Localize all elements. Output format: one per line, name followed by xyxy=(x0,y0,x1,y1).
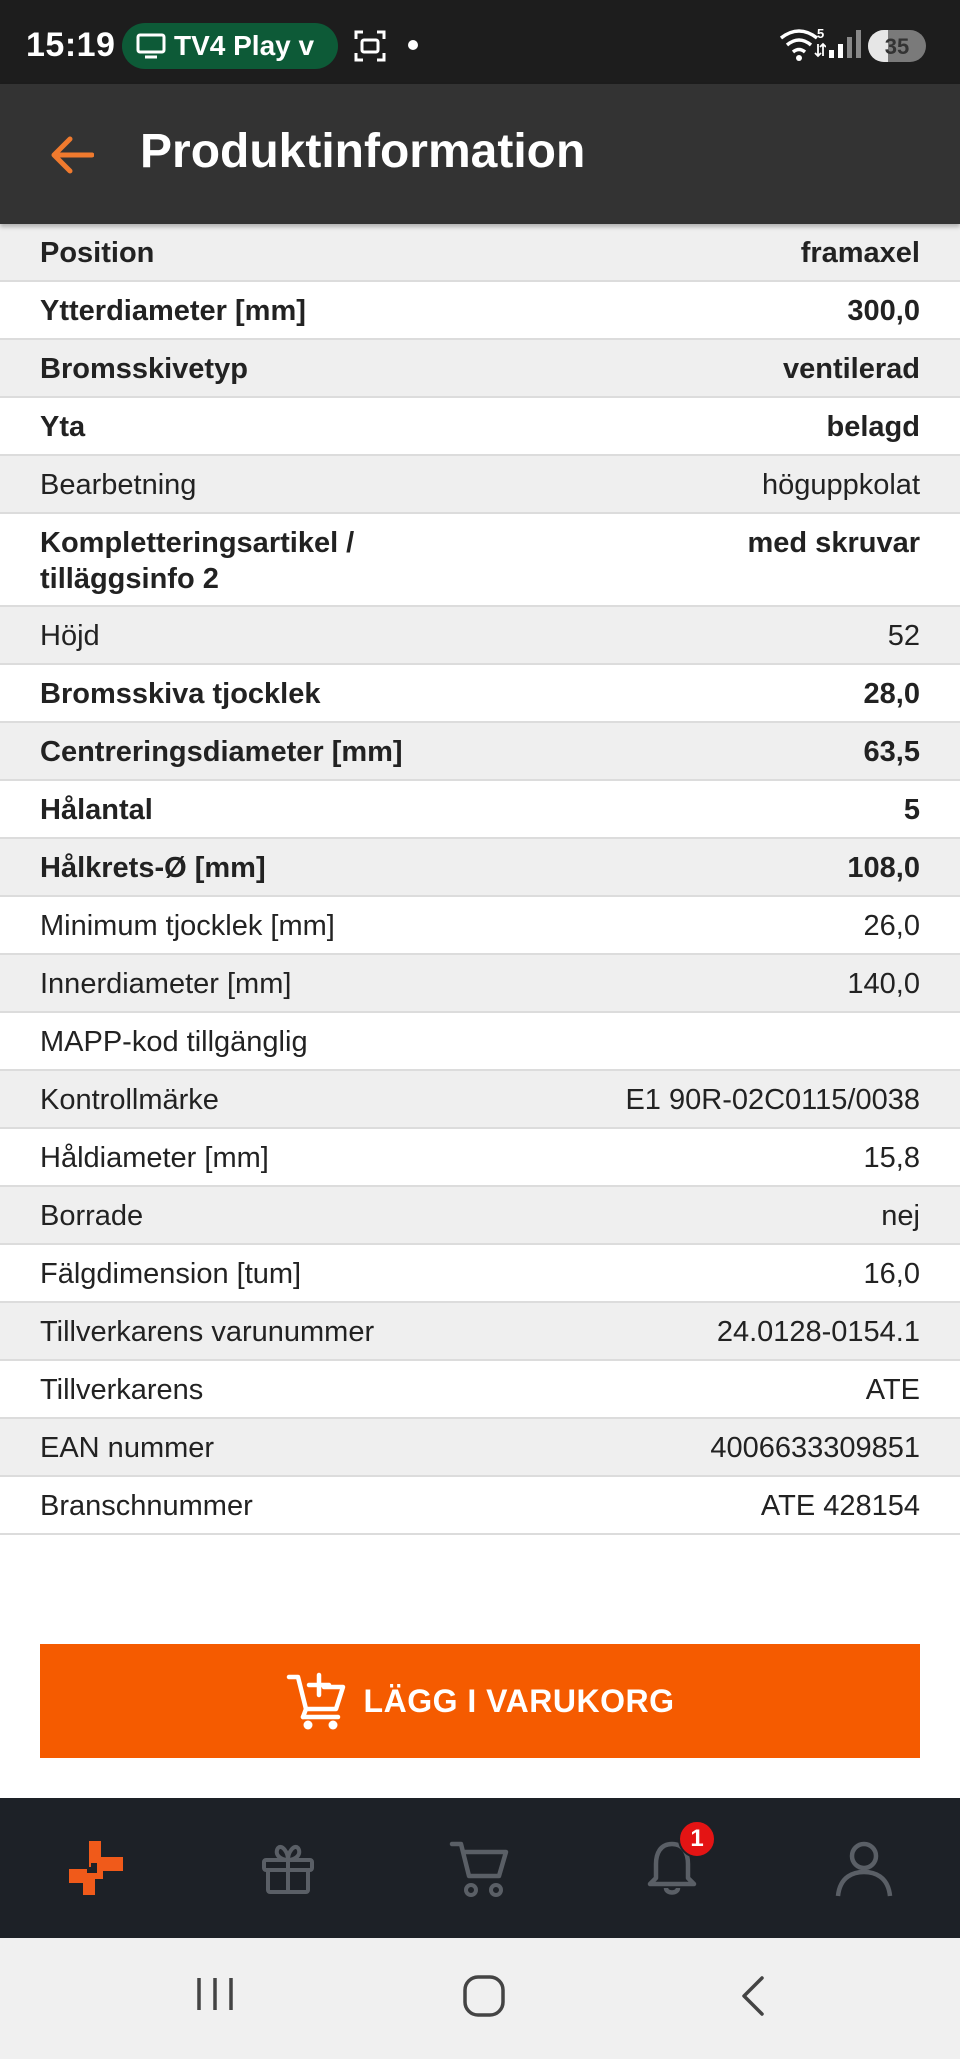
cart-icon xyxy=(449,1838,511,1898)
spec-label: Höjd xyxy=(40,620,100,652)
status-time: 15:19 xyxy=(26,26,116,64)
spec-value: 16,0 xyxy=(863,1258,920,1290)
wifi-label: 5 xyxy=(817,26,825,41)
spec-row xyxy=(0,456,960,514)
page-title: Produktinformation xyxy=(140,125,586,178)
app-bar xyxy=(0,84,960,224)
wifi-icon xyxy=(778,26,826,62)
spec-row xyxy=(0,1129,960,1187)
spec-label: Kompletteringsartikel / tilläggsinfo 2 xyxy=(40,527,355,595)
spec-value: framaxel xyxy=(800,237,920,269)
spec-label: EAN nummer xyxy=(40,1432,215,1464)
spec-row xyxy=(0,1245,960,1303)
spec-row xyxy=(0,1071,960,1129)
bottom-nav xyxy=(0,1798,960,1938)
status-bar xyxy=(0,0,960,84)
spec-value: 24.0128-0154.1 xyxy=(716,1316,920,1348)
spec-value: 28,0 xyxy=(863,678,920,710)
spec-row xyxy=(0,665,960,723)
spec-label: MAPP-kod tillgänglig xyxy=(40,1026,308,1058)
spec-value: 4006633309851 xyxy=(710,1432,920,1464)
spec-row xyxy=(0,955,960,1013)
spec-label: Fälgdimension [tum] xyxy=(40,1258,302,1290)
system-nav-bar xyxy=(0,1938,960,2059)
spec-row xyxy=(0,514,960,607)
spec-label: Ytterdiameter [mm] xyxy=(40,295,306,327)
nav-gifts[interactable] xyxy=(192,1798,384,1938)
battery-level: 35 xyxy=(884,34,910,59)
spec-value: 52 xyxy=(887,620,920,652)
spec-label: Bromsskivetyp xyxy=(40,353,248,385)
spec-value: 300,0 xyxy=(847,295,920,327)
spec-value: ATE xyxy=(865,1374,920,1406)
nav-profile[interactable] xyxy=(768,1798,960,1938)
cast-indicator[interactable] xyxy=(122,23,338,69)
spec-label: Centreringsdiameter [mm] xyxy=(40,736,403,768)
spec-row xyxy=(0,607,960,665)
spec-label: Håldiameter [mm] xyxy=(40,1142,269,1174)
gift-icon xyxy=(260,1840,316,1896)
spec-value: 63,5 xyxy=(863,736,920,768)
spec-label: Yta xyxy=(40,411,86,443)
cart-add-icon xyxy=(286,1671,348,1731)
spec-row xyxy=(0,1477,960,1535)
spec-label: Innerdiameter [mm] xyxy=(40,968,292,1000)
nav-notifications[interactable] xyxy=(576,1798,768,1938)
spec-value: nej xyxy=(881,1200,920,1232)
spec-label: Kontrollmärke xyxy=(40,1084,219,1116)
profile-icon xyxy=(834,1838,894,1898)
battery-indicator xyxy=(868,30,926,62)
spec-value: höguppkolat xyxy=(761,469,920,501)
spec-row xyxy=(0,1303,960,1361)
spec-value: E1 90R-02C0115/0038 xyxy=(625,1084,920,1116)
spec-row xyxy=(0,224,960,282)
signal-icon xyxy=(828,28,862,60)
spec-row xyxy=(0,1013,960,1071)
nav-cart[interactable] xyxy=(384,1798,576,1938)
spec-row xyxy=(0,1419,960,1477)
spec-value: med skruvar xyxy=(747,527,920,559)
spec-value: 5 xyxy=(903,794,920,826)
spec-label: Hålantal xyxy=(40,794,153,826)
spec-table xyxy=(0,224,960,1535)
spec-row xyxy=(0,282,960,340)
home-logo-icon xyxy=(65,1837,127,1899)
spec-row xyxy=(0,897,960,955)
spec-row xyxy=(0,1361,960,1419)
monitor-icon xyxy=(136,32,166,60)
spec-row xyxy=(0,1187,960,1245)
add-to-cart-label: LÄGG I VARUKORG xyxy=(363,1682,675,1719)
add-to-cart-button[interactable] xyxy=(40,1644,920,1758)
spec-label: Minimum tjocklek [mm] xyxy=(40,910,335,942)
spec-row xyxy=(0,340,960,398)
notification-dot xyxy=(408,40,418,50)
spec-label: Tillverkarens xyxy=(40,1374,204,1406)
back-nav-icon[interactable] xyxy=(738,1974,768,2018)
spec-label: Bromsskiva tjocklek xyxy=(40,678,321,710)
spec-value: belagd xyxy=(826,411,920,443)
recent-apps-icon[interactable] xyxy=(194,1974,236,2014)
spec-row xyxy=(0,839,960,897)
spec-label: Tillverkarens varunummer xyxy=(40,1316,375,1348)
spec-label: Bearbetning xyxy=(40,469,197,501)
spec-value: 140,0 xyxy=(847,968,920,1000)
spec-label: Hålkrets-Ø [mm] xyxy=(40,852,266,884)
spec-label: Branschnummer xyxy=(40,1490,253,1522)
screenshot-icon xyxy=(352,28,388,64)
spec-row xyxy=(0,723,960,781)
spec-value: 15,8 xyxy=(863,1142,920,1174)
spec-value: ventilerad xyxy=(783,353,920,385)
nav-home[interactable] xyxy=(0,1798,192,1938)
spec-row xyxy=(0,781,960,839)
spec-value: ATE 428154 xyxy=(760,1490,920,1522)
spec-value: 108,0 xyxy=(847,852,920,884)
back-button[interactable] xyxy=(36,120,106,190)
spec-row xyxy=(0,398,960,456)
spec-value: 26,0 xyxy=(863,910,920,942)
spec-label: Borrade xyxy=(40,1200,144,1232)
arrow-left-icon xyxy=(48,135,94,175)
home-icon[interactable] xyxy=(462,1974,506,2018)
spec-label: Position xyxy=(40,237,155,269)
notification-badge: 1 xyxy=(678,1820,716,1858)
cast-label: TV4 Play v xyxy=(174,30,315,61)
